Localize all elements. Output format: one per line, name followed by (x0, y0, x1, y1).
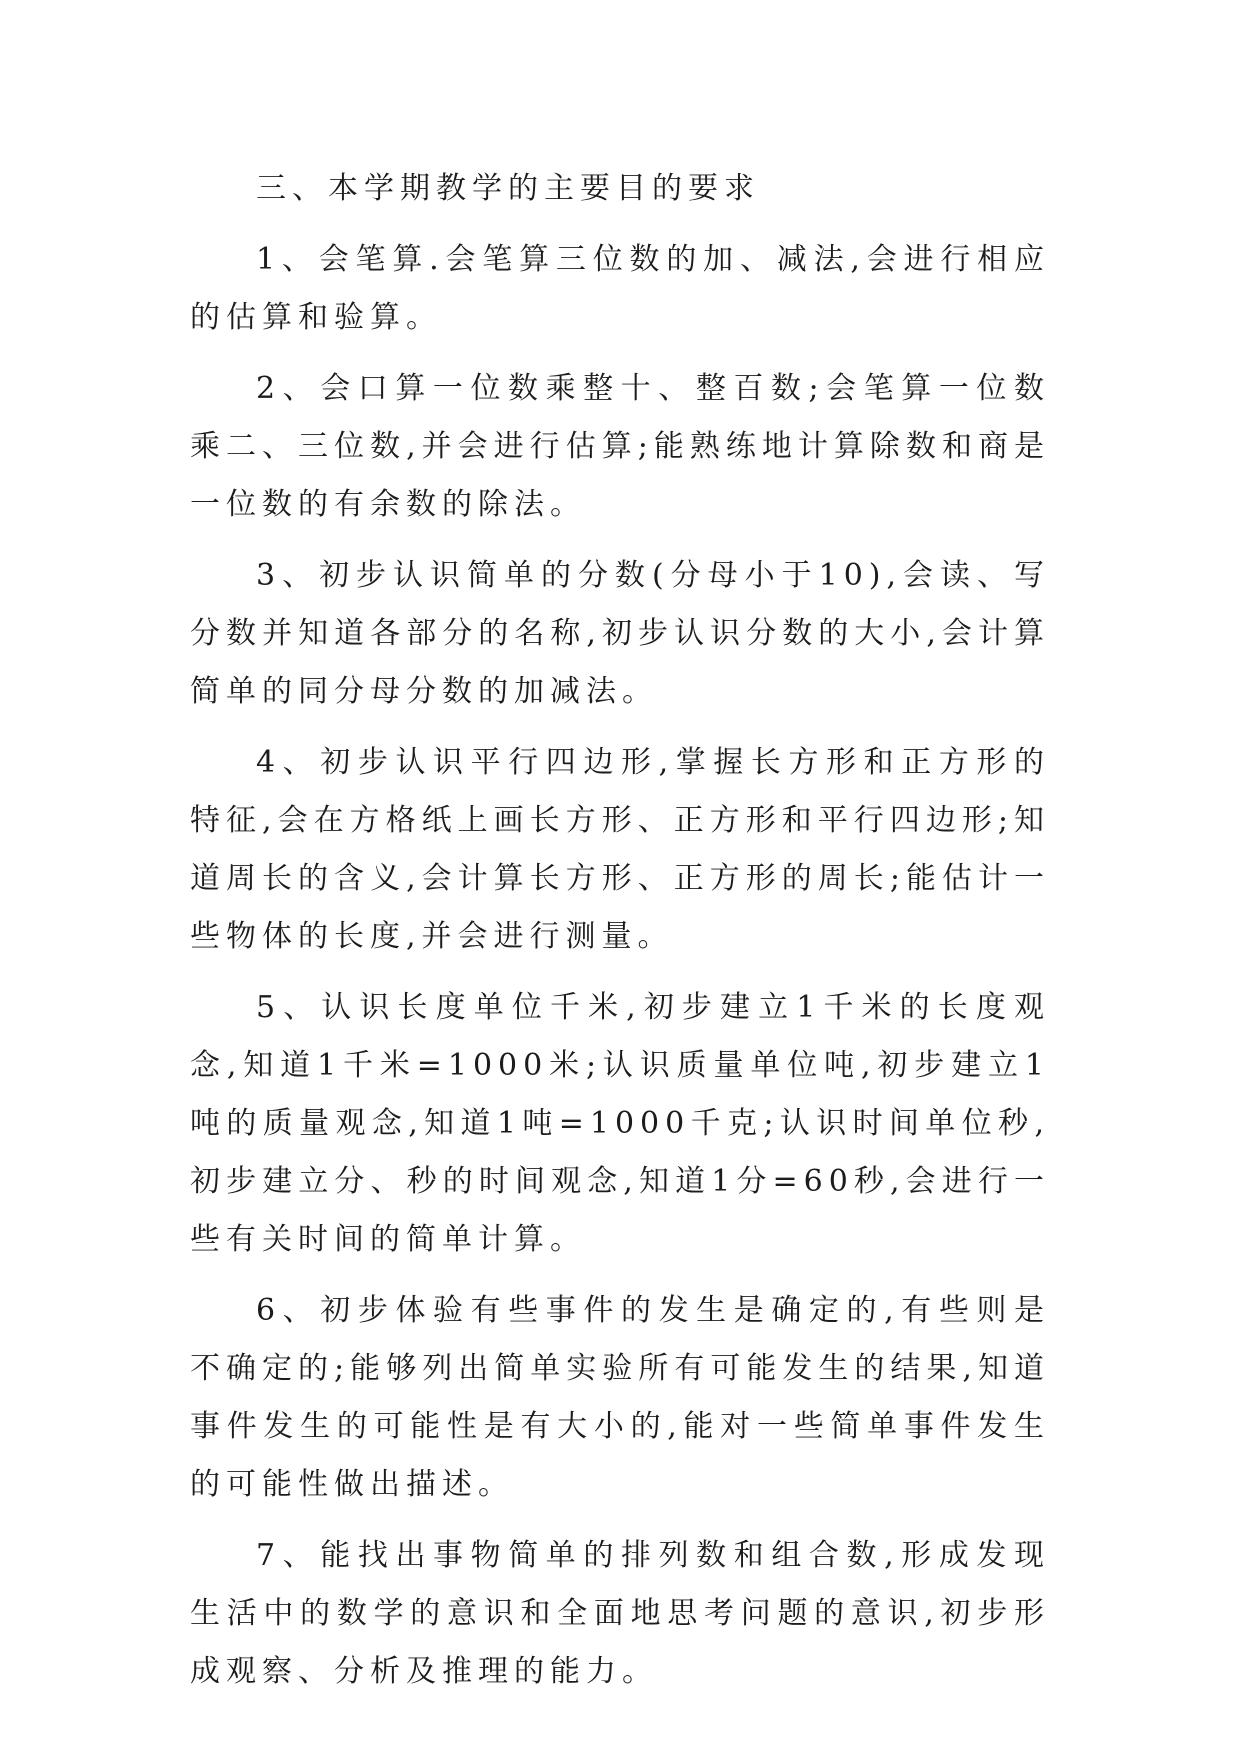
requirement-item-7: 7、能找出事物简单的排列数和组合数,形成发现生活中的数学的意识和全面地思考问题的意识,初步形成观察、分析及推理的能力。 (190, 1538, 1050, 1689)
requirement-item-6: 6、初步体验有些事件的发生是确定的,有些则是不确定的;能够列出简单实验所有可能发生的结果,知道事件发生的可能性是有大小的,能对一些简单事件发生的可能性做出描述。 (190, 1293, 1050, 1502)
requirement-item-2: 2、会口算一位数乘整十、整百数;会笔算一位数乘二、三位数,并会进行估算;能熟练地计算除数和商是一位数的有余数的除法。 (190, 371, 1050, 522)
section-heading: 三、本学期教学的主要目的要求 (256, 171, 760, 206)
document-body (190, 160, 1050, 1714)
requirement-item-1: 1、会笔算.会笔算三位数的加、减法,会进行相应的估算和验算。 (190, 242, 1050, 335)
requirement-item-5: 5、认识长度单位千米,初步建立1千米的长度观念,知道1千米=1000米;认识质量单位吨,初步建立1吨的质量观念,知道1吨=1000千克;认识时间单位秒,初步建立分、秒的时间观念,知道1分=60秒,会进行一些有关时间的简单计算。 (190, 990, 1050, 1257)
requirement-item-4: 4、初步认识平行四边形,掌握长方形和正方形的特征,会在方格纸上画长方形、正方形和平行四边形;知道周长的含义,会计算长方形、正方形的周长;能估计一些物体的长度,并会进行测量。 (190, 745, 1050, 954)
requirement-item-3: 3、初步认识简单的分数(分母小于10),会读、写分数并知道各部分的名称,初步认识分数的大小,会计算简单的同分母分数的加减法。 (190, 558, 1050, 709)
